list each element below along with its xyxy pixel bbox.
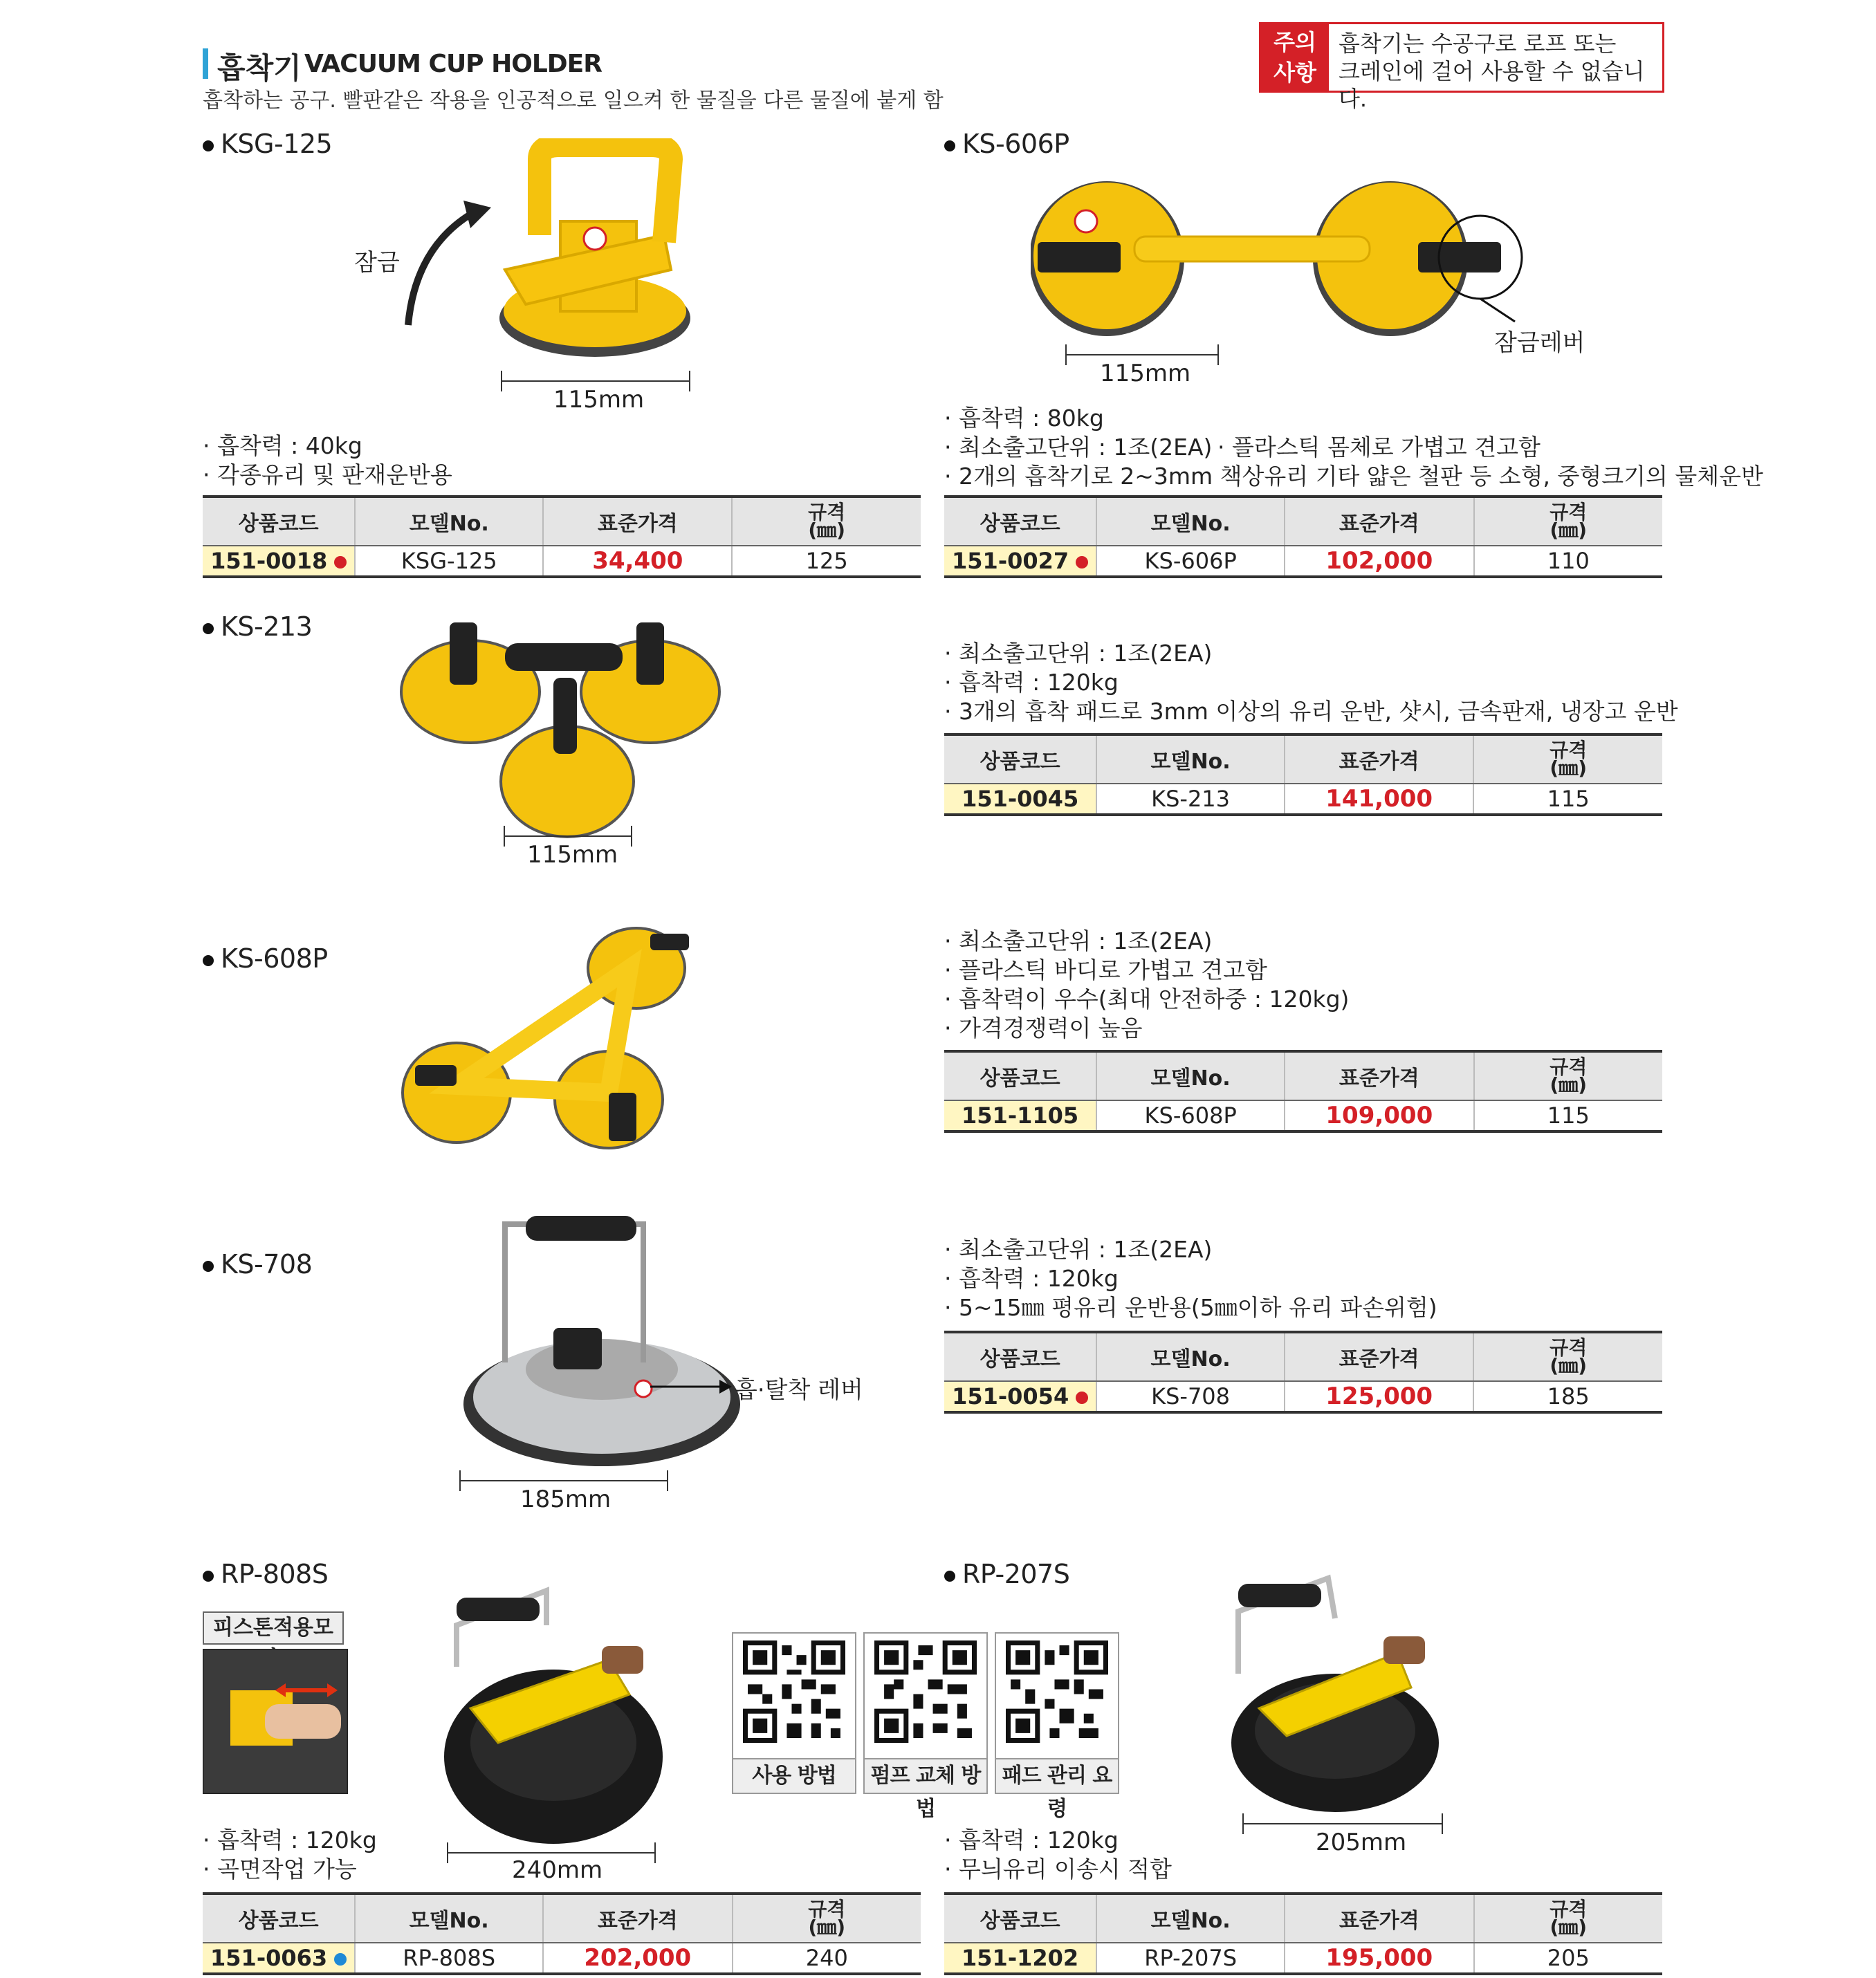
header-model: 모델No. — [355, 1894, 543, 1943]
header-price: 표준가격 — [543, 497, 732, 546]
product-name-ks606p: KS-606P — [944, 129, 1069, 159]
header-code: 상품코드 — [944, 497, 1096, 546]
model-no: KSG-125 — [355, 546, 543, 577]
rp808s-image — [443, 1584, 671, 1847]
qr-code-icon — [874, 1640, 977, 1743]
header-price: 표준가격 — [1285, 1051, 1473, 1100]
qr-usage[interactable] — [732, 1632, 856, 1794]
product-code: 151-0027 — [944, 546, 1096, 577]
spec: 115 — [1473, 784, 1662, 815]
rp808s-bullet: · 곡면작업 가능 — [203, 1855, 377, 1884]
ks606p-bullet: · 플라스틱 몸체로 가볍고 견고함 — [1217, 433, 1541, 462]
header-model: 모델No. — [1096, 1051, 1285, 1100]
warning-text-line1: 흡착기는 수공구로 로프 또는 — [1339, 30, 1617, 57]
product-code: 151-1202 — [944, 1943, 1096, 1974]
header-spec: 규격 (㎜) — [733, 1894, 921, 1943]
rp808s-bullets — [203, 1826, 377, 1884]
header-model: 모델No. — [355, 497, 543, 546]
header-code: 상품코드 — [944, 1894, 1096, 1943]
rp808s-bullet: · 흡착력 : 120kg — [203, 1826, 377, 1855]
ks608p-bullet: · 최소출고단위 : 1조(2EA) — [944, 927, 1349, 956]
ks608p-image — [401, 920, 706, 1155]
spec: 110 — [1474, 546, 1662, 577]
ks608p-bullet: · 흡착력이 우수(최대 안전하중 : 120kg) — [944, 985, 1349, 1014]
header-spec: 규격 (㎜) — [1474, 1051, 1662, 1100]
product-name-ks213: KS-213 — [203, 611, 312, 642]
product-name-ks608p: KS-608P — [203, 943, 328, 974]
price: 102,000 — [1285, 546, 1473, 577]
title-accent-bar — [203, 48, 208, 79]
ksg125-image — [387, 138, 706, 373]
ks213-bullets — [944, 639, 1678, 726]
ks708-dimension: 185mm — [520, 1486, 611, 1513]
stock-mark-red — [334, 556, 347, 569]
ks608p-bullets — [944, 927, 1349, 1043]
model-no: KS-213 — [1096, 784, 1285, 815]
header-model: 모델No. — [1096, 1894, 1285, 1943]
warning-text — [1339, 30, 1662, 113]
ks213-bullet: · 흡착력 : 120kg — [944, 668, 1678, 697]
ks606p-image — [1031, 173, 1570, 353]
spec: 115 — [1474, 1100, 1662, 1131]
ks606p-extra-bullet — [1217, 433, 1541, 462]
page-title: 흡착기 — [217, 51, 302, 85]
model-no: RP-808S — [355, 1943, 543, 1974]
model-no: RP-207S — [1096, 1943, 1285, 1974]
ks708-bullet: · 흡착력 : 120kg — [944, 1264, 1437, 1293]
ksg125-dimension-line — [501, 380, 690, 382]
product-code: 151-0063 — [203, 1943, 355, 1974]
rp207s-dimension-line — [1242, 1823, 1443, 1824]
warning-text-line2: 크레인에 걸어 사용할 수 없습니다. — [1339, 58, 1645, 112]
rp808s-dimension: 240mm — [512, 1856, 603, 1884]
ks606p-spec-table — [944, 495, 1662, 578]
header-spec: 규격 (㎜) — [1473, 734, 1662, 784]
rp207s-image — [1224, 1570, 1453, 1819]
rp808s-spec-table — [203, 1892, 921, 1975]
stock-mark-red — [1076, 556, 1088, 569]
header-spec: 규격 (㎜) — [1474, 497, 1662, 546]
warning-tag — [1261, 24, 1329, 91]
header-spec: 규격 (㎜) — [1474, 1894, 1662, 1943]
header-price: 표준가격 — [543, 1894, 732, 1943]
header-price: 표준가격 — [1285, 1894, 1473, 1943]
piston-detail-image — [203, 1649, 348, 1794]
ks708-arrow-icon — [650, 1376, 733, 1397]
ks608p-bullet: · 플라스틱 바디로 가볍고 견고함 — [944, 956, 1349, 985]
spec: 185 — [1473, 1381, 1662, 1412]
page-title-english: VACUUM CUP HOLDER — [304, 50, 602, 78]
spec: 125 — [732, 546, 921, 577]
ks213-dimension-line — [504, 835, 632, 837]
ksg125-dimension: 115mm — [553, 386, 645, 414]
header-code: 상품코드 — [944, 1051, 1096, 1100]
ksg125-bullet: · 흡착력 : 40kg — [203, 432, 452, 461]
ks608p-bullet: · 가격경쟁력이 높음 — [944, 1014, 1349, 1043]
spec: 240 — [733, 1943, 921, 1974]
ks213-dimension: 115mm — [527, 841, 618, 869]
model-no: KS-608P — [1096, 1100, 1285, 1131]
header-model: 모델No. — [1096, 497, 1285, 546]
product-name-rp808s: RP-808S — [203, 1559, 328, 1589]
qr-pump-label: 펌프 교체 방법 — [865, 1758, 986, 1793]
header-code: 상품코드 — [944, 1332, 1096, 1381]
product-code: 151-0018 — [203, 546, 355, 577]
header-code: 상품코드 — [203, 1894, 355, 1943]
qr-code-icon — [1006, 1640, 1108, 1743]
ks708-spec-table — [944, 1331, 1662, 1414]
ks708-bullets — [944, 1235, 1437, 1322]
product-code: 151-0054 — [944, 1381, 1096, 1412]
ks606p-bullet: · 2개의 흡착기로 2~3mm 책상유리 기타 얇은 철판 등 소형, 중형크기의 물체운반 — [944, 462, 1763, 491]
header-price: 표준가격 — [1285, 1332, 1474, 1381]
product-name-ksg125: KSG-125 — [203, 129, 332, 159]
product-code: 151-0045 — [944, 784, 1096, 815]
rp207s-dimension: 205mm — [1316, 1829, 1407, 1856]
ks708-bullet: · 최소출고단위 : 1조(2EA) — [944, 1235, 1437, 1264]
ks708-bullet: · 5~15㎜ 평유리 운반용(5㎜이하 유리 파손위험) — [944, 1293, 1437, 1322]
ks606p-bullet: · 흡착력 : 80kg — [944, 404, 1763, 433]
ks608p-spec-table — [944, 1050, 1662, 1133]
qr-pad-care[interactable] — [995, 1632, 1119, 1821]
ks606p-lever-label: 잠금레버 — [1494, 329, 1585, 357]
header-price: 표준가격 — [1285, 497, 1473, 546]
ks213-image — [394, 609, 726, 844]
ks213-spec-table — [944, 733, 1662, 816]
price: 125,000 — [1285, 1381, 1474, 1412]
rp207s-spec-table — [944, 1892, 1662, 1975]
header-model: 모델No. — [1096, 734, 1285, 784]
price: 195,000 — [1285, 1943, 1473, 1974]
rp207s-bullet: · 흡착력 : 120kg — [944, 1826, 1172, 1855]
rp207s-bullet: · 무늬유리 이송시 적합 — [944, 1855, 1172, 1884]
header-code: 상품코드 — [203, 497, 355, 546]
warning-tag-line2: 사항 — [1273, 59, 1316, 86]
warning-tag-line1: 주의 — [1273, 29, 1316, 55]
ks708-image — [457, 1210, 761, 1473]
ks708-lever-label: 흡·탈착 레버 — [735, 1376, 863, 1404]
model-no: KS-606P — [1096, 546, 1285, 577]
qr-pump-replacement[interactable] — [863, 1632, 988, 1821]
warning-box — [1259, 22, 1664, 112]
ks213-bullet: · 3개의 흡착 패드로 3mm 이상의 유리 운반, 샷시, 금속판재, 냉장고 운반 — [944, 697, 1678, 726]
product-code: 151-1105 — [944, 1100, 1096, 1131]
qr-code-icon — [743, 1640, 845, 1743]
ks213-bullet: · 최소출고단위 : 1조(2EA) — [944, 639, 1678, 668]
ks606p-dimension-line — [1065, 354, 1219, 355]
header-price: 표준가격 — [1285, 734, 1474, 784]
stock-mark-blue — [334, 1953, 347, 1966]
header-code: 상품코드 — [944, 734, 1096, 784]
ksg125-spec-table — [203, 495, 921, 578]
header-spec: 규격 (㎜) — [732, 497, 921, 546]
rp808s-dimension-line — [447, 1852, 656, 1854]
ksg125-lock-label: 잠금 — [354, 249, 400, 277]
stock-mark-red — [1076, 1392, 1088, 1404]
qr-usage-label: 사용 방법 — [733, 1758, 855, 1793]
qr-pad-label: 패드 관리 요령 — [996, 1758, 1118, 1793]
model-no: KS-708 — [1096, 1381, 1285, 1412]
header-model: 모델No. — [1096, 1332, 1285, 1381]
price: 109,000 — [1285, 1100, 1473, 1131]
page-subtitle: 흡착하는 공구. 빨판같은 작용을 인공적으로 일으켜 한 물질을 다른 물질에 붙게 함 — [203, 89, 944, 113]
header-spec: 규격 (㎜) — [1473, 1332, 1662, 1381]
price: 34,400 — [543, 546, 732, 577]
product-name-ks708: KS-708 — [203, 1249, 312, 1279]
spec: 205 — [1474, 1943, 1662, 1974]
ksg125-bullets — [203, 432, 452, 490]
rp207s-bullets — [944, 1826, 1172, 1884]
price: 202,000 — [543, 1943, 732, 1974]
ks606p-bullet: · 최소출고단위 : 1조(2EA) — [944, 433, 1763, 462]
ks606p-dimension: 115mm — [1100, 360, 1191, 387]
product-name-rp207s: RP-207S — [944, 1559, 1069, 1589]
piston-label: 피스톤적용모 — [203, 1611, 344, 1645]
price: 141,000 — [1285, 784, 1474, 815]
ks708-dimension-line — [459, 1480, 668, 1481]
ksg125-bullet: · 각종유리 및 판재운반용 — [203, 461, 452, 490]
